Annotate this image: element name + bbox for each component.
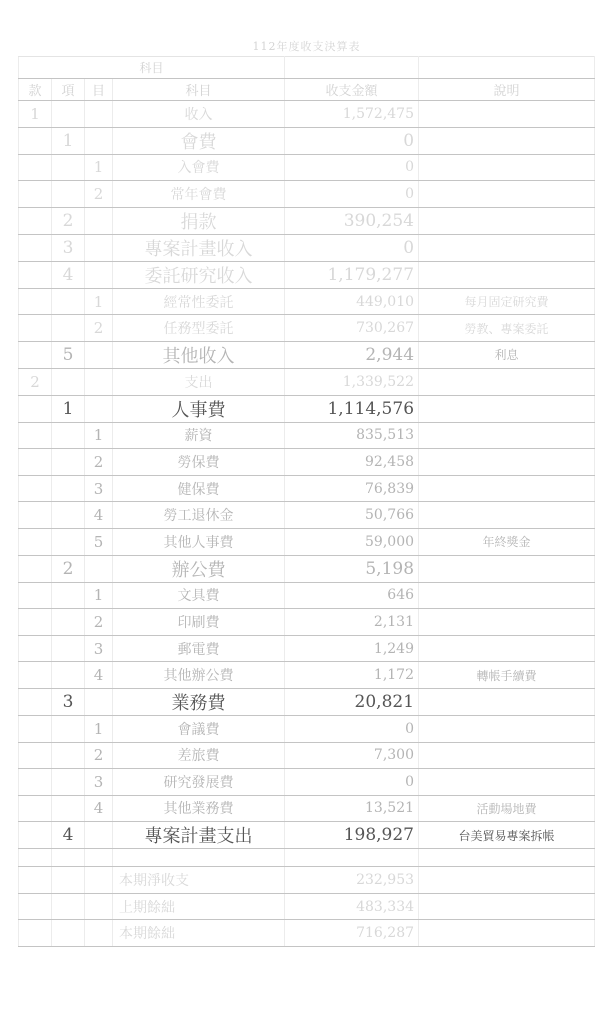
cell-kuan (19, 395, 52, 422)
cell-amount: 390,254 (285, 207, 419, 234)
cell-amount: 2,944 (285, 341, 419, 368)
cell-amount: 0 (285, 127, 419, 154)
cell-subject: 勞工退休金 (113, 502, 285, 529)
cell-amount: 483,334 (285, 893, 419, 920)
cell-amount: 232,953 (285, 867, 419, 894)
cell-kuan (19, 341, 52, 368)
cell-xiang: 1 (52, 127, 85, 154)
cell-mu: 3 (85, 769, 113, 796)
header-subject-group: 科目 (19, 57, 285, 79)
cell-xiang (52, 502, 85, 529)
cell-subject: 專案計畫收入 (113, 234, 285, 261)
cell-subject: 郵電費 (113, 635, 285, 662)
cell-xiang (52, 101, 85, 128)
cell-subject: 任務型委託 (113, 315, 285, 342)
cell-subject: 專案計畫支出 (113, 822, 285, 849)
cell-note: 活動場地費 (419, 795, 595, 822)
cell-subject: 印刷費 (113, 609, 285, 636)
cell-kuan (19, 920, 52, 947)
cell-subject: 經常性委託 (113, 288, 285, 315)
cell-xiang (52, 288, 85, 315)
cell-subject: 捐款 (113, 207, 285, 234)
cell-amount: 1,172 (285, 662, 419, 689)
cell-mu: 4 (85, 662, 113, 689)
cell-kuan (19, 893, 52, 920)
cell-subject: 會議費 (113, 715, 285, 742)
cell-mu (85, 555, 113, 582)
cell-kuan: 1 (19, 101, 52, 128)
cell-kuan (19, 635, 52, 662)
header-empty-amount (285, 57, 419, 79)
cell-amount: 1,339,522 (285, 368, 419, 395)
cell-xiang (52, 449, 85, 476)
cell-subject: 薪資 (113, 422, 285, 449)
cell-note (419, 449, 595, 476)
cell-kuan (19, 207, 52, 234)
table-row (19, 449, 595, 476)
cell-kuan: 2 (19, 368, 52, 395)
cell-xiang: 2 (52, 555, 85, 582)
cell-mu (85, 867, 113, 894)
cell-mu: 1 (85, 715, 113, 742)
cell-note (419, 920, 595, 947)
cell-note (419, 555, 595, 582)
table-row (19, 742, 595, 769)
cell-amount: 1,114,576 (285, 395, 419, 422)
table-row (19, 609, 595, 636)
header-empty-note (419, 57, 595, 79)
cell-note (419, 395, 595, 422)
cell-mu: 4 (85, 502, 113, 529)
cell-xiang (52, 181, 85, 208)
cell-xiang (52, 635, 85, 662)
table-body (19, 101, 595, 947)
cell-xiang: 4 (52, 261, 85, 288)
cell-mu (85, 234, 113, 261)
table-row (19, 422, 595, 449)
cell-mu (85, 127, 113, 154)
cell-xiang (52, 920, 85, 947)
header-kuan: 款 (19, 79, 52, 101)
table-row (19, 395, 595, 422)
cell-mu (85, 920, 113, 947)
cell-mu: 1 (85, 422, 113, 449)
cell-kuan (19, 715, 52, 742)
cell-xiang (52, 154, 85, 181)
cell-note (419, 207, 595, 234)
cell-subject: 本期餘絀 (113, 920, 285, 947)
cell-amount: 0 (285, 234, 419, 261)
cell-note (419, 101, 595, 128)
cell-note: 台美貿易專案拆帳 (419, 822, 595, 849)
cell-subject: 委託研究收入 (113, 261, 285, 288)
cell-mu: 1 (85, 288, 113, 315)
cell-note (419, 893, 595, 920)
cell-kuan (19, 475, 52, 502)
table-row (19, 261, 595, 288)
section-row (19, 368, 595, 395)
spacer-row (19, 849, 595, 867)
cell-subject: 常年會費 (113, 181, 285, 208)
cell-amount: 835,513 (285, 422, 419, 449)
header-note: 說明 (419, 79, 595, 101)
cell-amount: 20,821 (285, 688, 419, 715)
header-mu: 目 (85, 79, 113, 101)
cell-note: 勞教、專案委託 (419, 315, 595, 342)
cell-subject: 會費 (113, 127, 285, 154)
cell-mu (85, 341, 113, 368)
cell-amount: 0 (285, 769, 419, 796)
cell-xiang (52, 893, 85, 920)
header-amount: 收支金額 (285, 79, 419, 101)
cell-mu: 5 (85, 528, 113, 555)
header-xiang: 項 (52, 79, 85, 101)
cell-subject: 差旅費 (113, 742, 285, 769)
cell-xiang: 2 (52, 207, 85, 234)
cell-xiang (52, 368, 85, 395)
cell-mu (85, 261, 113, 288)
cell-kuan (19, 422, 52, 449)
cell-amount: 0 (285, 154, 419, 181)
cell-amount: 50,766 (285, 502, 419, 529)
cell-note (419, 688, 595, 715)
cell-subject: 本期淨收支 (113, 867, 285, 894)
cell-note (419, 475, 595, 502)
cell-kuan (19, 315, 52, 342)
cell-xiang: 1 (52, 395, 85, 422)
cell-kuan (19, 822, 52, 849)
summary-row (19, 920, 595, 947)
cell-note (419, 234, 595, 261)
table-row (19, 582, 595, 609)
cell-xiang (52, 867, 85, 894)
cell-xiang (52, 662, 85, 689)
cell-mu: 2 (85, 181, 113, 208)
cell-mu: 2 (85, 609, 113, 636)
cell-amount: 7,300 (285, 742, 419, 769)
cell-mu: 3 (85, 475, 113, 502)
cell-mu: 1 (85, 582, 113, 609)
cell-subject: 其他人事費 (113, 528, 285, 555)
cell-kuan (19, 528, 52, 555)
cell-xiang (52, 609, 85, 636)
cell-note: 利息 (419, 341, 595, 368)
cell-note: 轉帳手續費 (419, 662, 595, 689)
cell-kuan (19, 662, 52, 689)
table-row (19, 822, 595, 849)
cell-note (419, 609, 595, 636)
cell-subject: 其他業務費 (113, 795, 285, 822)
cell-amount: 0 (285, 715, 419, 742)
cell-note (419, 635, 595, 662)
table-row (19, 127, 595, 154)
document-title: 112年度收支決算表 (252, 40, 361, 53)
cell-subject: 收入 (113, 101, 285, 128)
cell-mu (85, 395, 113, 422)
cell-amount: 59,000 (285, 528, 419, 555)
cell-amount: 716,287 (285, 920, 419, 947)
cell-kuan (19, 181, 52, 208)
cell-kuan (19, 502, 52, 529)
cell-subject: 健保費 (113, 475, 285, 502)
cell-kuan (19, 795, 52, 822)
cell-amount: 1,249 (285, 635, 419, 662)
table-row (19, 475, 595, 502)
cell-kuan (19, 867, 52, 894)
cell-note: 每月固定研究費 (419, 288, 595, 315)
cell-note (419, 867, 595, 894)
cell-xiang (52, 715, 85, 742)
cell-mu: 3 (85, 635, 113, 662)
cell-xiang: 5 (52, 341, 85, 368)
header-subject: 科目 (113, 79, 285, 101)
cell-subject: 上期餘絀 (113, 893, 285, 920)
cell-subject: 研究發展費 (113, 769, 285, 796)
cell-subject (113, 849, 285, 867)
cell-xiang (52, 769, 85, 796)
table-row (19, 528, 595, 555)
cell-amount: 730,267 (285, 315, 419, 342)
cell-note (419, 261, 595, 288)
cell-subject: 辦公費 (113, 555, 285, 582)
table-row (19, 769, 595, 796)
cell-mu (85, 688, 113, 715)
cell-subject: 勞保費 (113, 449, 285, 476)
table-row (19, 662, 595, 689)
cell-mu: 2 (85, 315, 113, 342)
cell-mu: 1 (85, 154, 113, 181)
cell-mu (85, 368, 113, 395)
cell-kuan (19, 742, 52, 769)
summary-row (19, 893, 595, 920)
cell-xiang (52, 849, 85, 867)
cell-note (419, 422, 595, 449)
cell-amount: 646 (285, 582, 419, 609)
cell-subject: 其他收入 (113, 341, 285, 368)
table-row (19, 154, 595, 181)
table-row (19, 315, 595, 342)
cell-note (419, 769, 595, 796)
table-row (19, 207, 595, 234)
cell-subject: 入會費 (113, 154, 285, 181)
cell-kuan (19, 609, 52, 636)
cell-xiang (52, 582, 85, 609)
cell-kuan (19, 688, 52, 715)
cell-kuan (19, 769, 52, 796)
cell-note (419, 181, 595, 208)
table-header-group-row (19, 57, 595, 79)
table-row (19, 234, 595, 261)
cell-amount: 76,839 (285, 475, 419, 502)
table-row (19, 795, 595, 822)
cell-xiang: 4 (52, 822, 85, 849)
cell-subject: 其他辦公費 (113, 662, 285, 689)
table-row (19, 635, 595, 662)
section-row (19, 101, 595, 128)
cell-xiang (52, 422, 85, 449)
cell-mu: 2 (85, 742, 113, 769)
summary-row (19, 867, 595, 894)
cell-xiang (52, 315, 85, 342)
table-row (19, 555, 595, 582)
cell-amount (285, 849, 419, 867)
cell-subject: 人事費 (113, 395, 285, 422)
cell-amount: 5,198 (285, 555, 419, 582)
cell-kuan (19, 261, 52, 288)
cell-mu (85, 849, 113, 867)
cell-note: 年終獎金 (419, 528, 595, 555)
cell-note (419, 715, 595, 742)
cell-kuan (19, 154, 52, 181)
cell-subject: 業務費 (113, 688, 285, 715)
cell-kuan (19, 234, 52, 261)
cell-amount: 1,179,277 (285, 261, 419, 288)
cell-xiang: 3 (52, 234, 85, 261)
table-row (19, 502, 595, 529)
cell-mu (85, 822, 113, 849)
cell-note (419, 742, 595, 769)
cell-kuan (19, 582, 52, 609)
cell-note (419, 127, 595, 154)
cell-xiang (52, 742, 85, 769)
table-row (19, 341, 595, 368)
cell-note (419, 154, 595, 181)
cell-xiang: 3 (52, 688, 85, 715)
cell-xiang (52, 795, 85, 822)
cell-note (419, 849, 595, 867)
cell-amount: 1,572,475 (285, 101, 419, 128)
cell-note (419, 502, 595, 529)
cell-mu (85, 101, 113, 128)
cell-mu (85, 893, 113, 920)
table-row (19, 688, 595, 715)
cell-amount: 13,521 (285, 795, 419, 822)
cell-mu (85, 207, 113, 234)
cell-kuan (19, 288, 52, 315)
cell-kuan (19, 555, 52, 582)
cell-amount: 92,458 (285, 449, 419, 476)
cell-amount: 2,131 (285, 609, 419, 636)
cell-kuan (19, 127, 52, 154)
cell-amount: 449,010 (285, 288, 419, 315)
cell-xiang (52, 475, 85, 502)
cell-subject: 支出 (113, 368, 285, 395)
cell-amount: 198,927 (285, 822, 419, 849)
cell-kuan (19, 849, 52, 867)
cell-xiang (52, 528, 85, 555)
table-row (19, 715, 595, 742)
cell-note (419, 368, 595, 395)
cell-mu: 2 (85, 449, 113, 476)
table-row (19, 288, 595, 315)
table-header-row (19, 79, 595, 101)
table-row (19, 181, 595, 208)
cell-note (419, 582, 595, 609)
cell-kuan (19, 449, 52, 476)
cell-subject: 文具費 (113, 582, 285, 609)
cell-mu: 4 (85, 795, 113, 822)
cell-amount: 0 (285, 181, 419, 208)
budget-table (18, 56, 595, 947)
